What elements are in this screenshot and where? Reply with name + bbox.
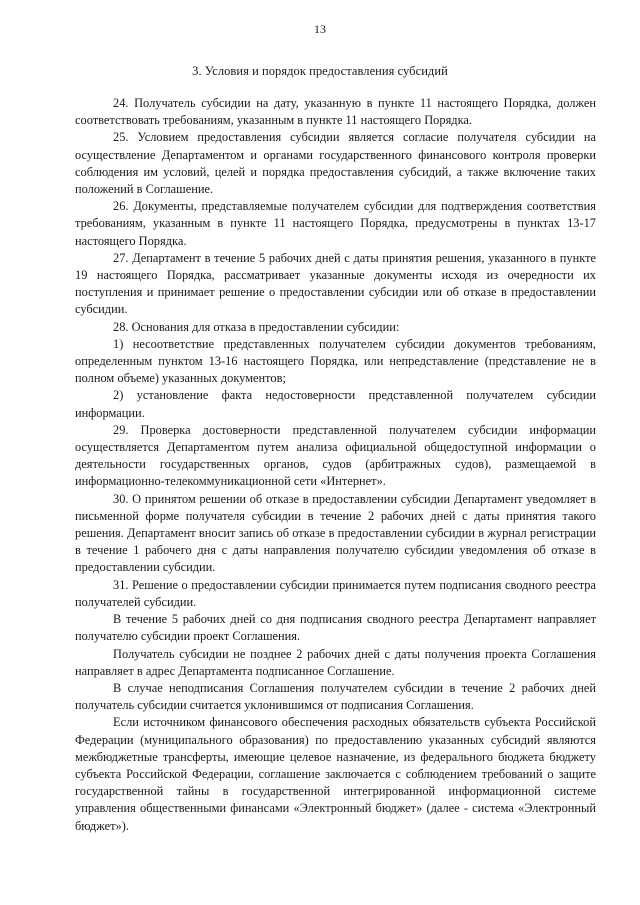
document-body (75, 95, 596, 835)
paragraph-29: 29. Проверка достоверности представленной получателем субсидии информации осуществляется Департаментом путем анализа официальной общедоступной информации о деятельности государственных органов, судов (арбитражных судов), размещаемой в информационно-телекоммуникационной сети «Интернет». (75, 422, 596, 489)
paragraph-28-item-1: 1) несоответствие представленных получателем субсидии документов требованиям, определенным пунктом 13-16 настоящего Порядка, или непредставление (представление не в полном объеме) указанных документов; (75, 336, 596, 386)
section-title: 3. Условия и порядок предоставления субсидий (192, 64, 448, 78)
paragraph-31-part-2: В течение 5 рабочих дней со дня подписания сводного реестра Департамент направляет получателю субсидии проект Соглашения. (75, 612, 596, 644)
paragraph-24: 24. Получатель субсидии на дату, указанную в пункте 11 настоящего Порядка, должен соответствовать требованиям, указанным в пункте 11 настоящего Порядка. (75, 96, 596, 128)
page-number: 13 (314, 22, 326, 36)
paragraph-28-item-2: 2) установление факта недостоверности представленной получателем субсидии информации. (75, 388, 596, 420)
paragraph-28: 28. Основания для отказа в предоставлении субсидии: (113, 319, 400, 334)
paragraph-30: 30. О принятом решении об отказе в предоставлении субсидии Департамент уведомляет в письменной форме получателя субсидии в течение 2 рабочих дней с даты принятия такого решения. Департамент вносит запись об отказе в предоставлении субсидии в журнал регистрации в течение 1 рабочего дня с даты направления получателю субсидии уведомления об отказе в предоставлении субсидии. (75, 491, 596, 575)
paragraph-27: 27. Департамент в течение 5 рабочих дней с даты принятия решения, указанного в пункте 19 настоящего Порядка, рассматривает указанные документы исходя из очередности их поступления и принимает решение о предоставлении субсидии или об отказе в предоставлении субсидии. (75, 250, 596, 317)
paragraph-26: 26. Документы, представляемые получателем субсидии для подтверждения соответствия требованиям, указанным в пункте 11 настоящего Порядка, предусмотрены в пунктах 13-17 настоящего Порядка. (75, 199, 596, 248)
paragraph-31: 31. Решение о предоставлении субсидии принимается путем подписания сводного реестра получателей субсидии. (75, 577, 596, 609)
paragraph-25: 25. Условием предоставления субсидии является согласие получателя субсидии на осуществление Департаментом и органами государственного финансового контроля проверки соблюдения им условий, целей и порядка предоставления субсидий, а также включение таких положений в Соглашение. (75, 130, 596, 197)
paragraph-31-part-4: В случае неподписания Соглашения получателем субсидии в течение 2 рабочих дней получатель субсидии считается уклонившимся от подписания Соглашения. (75, 680, 596, 713)
paragraph-31-part-5: Если источником финансового обеспечения расходных обязательств субъекта Российской Федерации (муниципального образования) по предоставлению указанных субсидий являются межбюджетные трансферты, имеющие целевое назначение, из федерального бюджета бюджету субъекта Российской Федерации, соглашение заключается с соблюдением требований о защите государственной тайны в государственной интегрированной информационной системе управления общественными финансами «Электронный бюджет» (далее - система «Электронный бюджет»). (75, 715, 596, 833)
paragraph-31-part-3: Получатель субсидии не позднее 2 рабочих дней с даты получения проекта Соглашения направляет в адрес Департамента подписанное Соглашение. (75, 646, 596, 678)
